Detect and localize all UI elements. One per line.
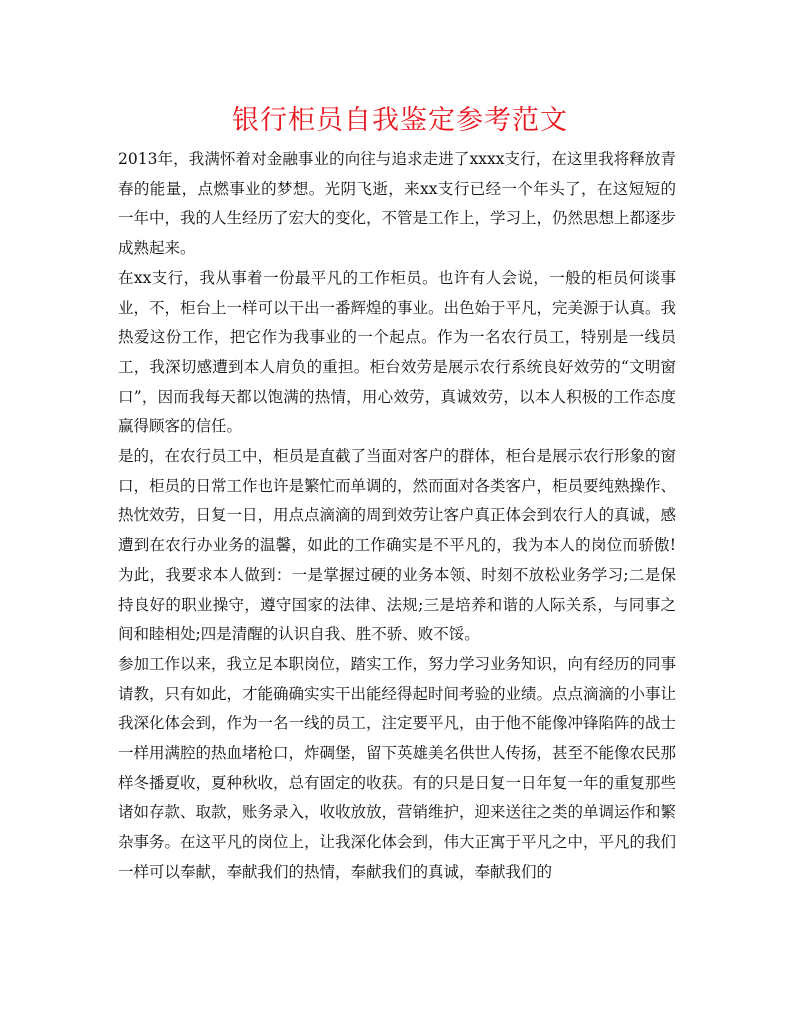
- paragraph: 在xx支行，我从事着一份最平凡的工作柜员。也许有人会说，一般的柜员何谈事业，不，柜台上一样可以干出一番辉煌的事业。出色始于平凡，完美源于认真。我热爱这份工作，把它作为我事业的一个起点。作为一名农行员工，特别是一线员工，我深切感遭到本人肩负的重担。柜台效劳是展示农行系统良好效劳的“文明窗口”，因而我每天都以饱满的热情，用心效劳，真诚效劳，以本人积极的工作态度赢得顾客的信任。: [118, 268, 677, 436]
- document-body: [118, 145, 676, 888]
- paragraph: 参加工作以来，我立足本职岗位，踏实工作，努力学习业务知识，向有经历的同事请教，只有如此，才能确确实实干出能经得起时间考验的业绩。点点滴滴的小事让我深化体会到，作为一名一线的员工，注定要平凡，由于他不能像冲锋陷阵的战士一样用满腔的热血堵枪口，炸碉堡，留下英雄美名供世人传扬，甚至不能像农民那样冬播夏收，夏种秋收，总有固定的收获。有的只是日复一日年复一年的重复那些诸如存款、取款，账务录入，收收放放，营销维护，迎来送往之类的单调运作和繁杂事务。在这平凡的岗位上，让我深化体会到，伟大正寓于平凡之中，平凡的我们一样可以奉献，奉献我们的热情，奉献我们的真诚，奉献我们的: [118, 654, 677, 881]
- paragraph: 2013年，我满怀着对金融事业的向往与追求走进了xxxx支行，在这里我将释放青春的能量，点燃事业的梦想。光阴飞逝，来xx支行已经一个年头了，在这短短的一年中，我的人生经历了宏大的变化，不管是工作上，学习上，仍然思想上都逐步成熟起来。: [118, 150, 677, 258]
- document-title: 银行柜员自我鉴定参考范文: [232, 105, 568, 136]
- paragraph: 是的，在农行员工中，柜员是直截了当面对客户的群体，柜台是展示农行形象的窗口，柜员的日常工作也许是繁忙而单调的，然而面对各类客户，柜员要纯熟操作、热忱效劳，日复一日，用点点滴滴的周到效劳让客户真正体会到农行人的真诚，感遭到在农行办业务的温馨，如此的工作确实是不平凡的，我为本人的岗位而骄傲!为此，我要求本人做到：一是掌握过硬的业务本领、时刻不放松业务学习;二是保持良好的职业操守，遵守国家的法律、法规;三是培养和谐的人际关系，与同事之间和睦相处;四是清醒的认识自我、胜不骄、败不馁。: [118, 447, 677, 644]
